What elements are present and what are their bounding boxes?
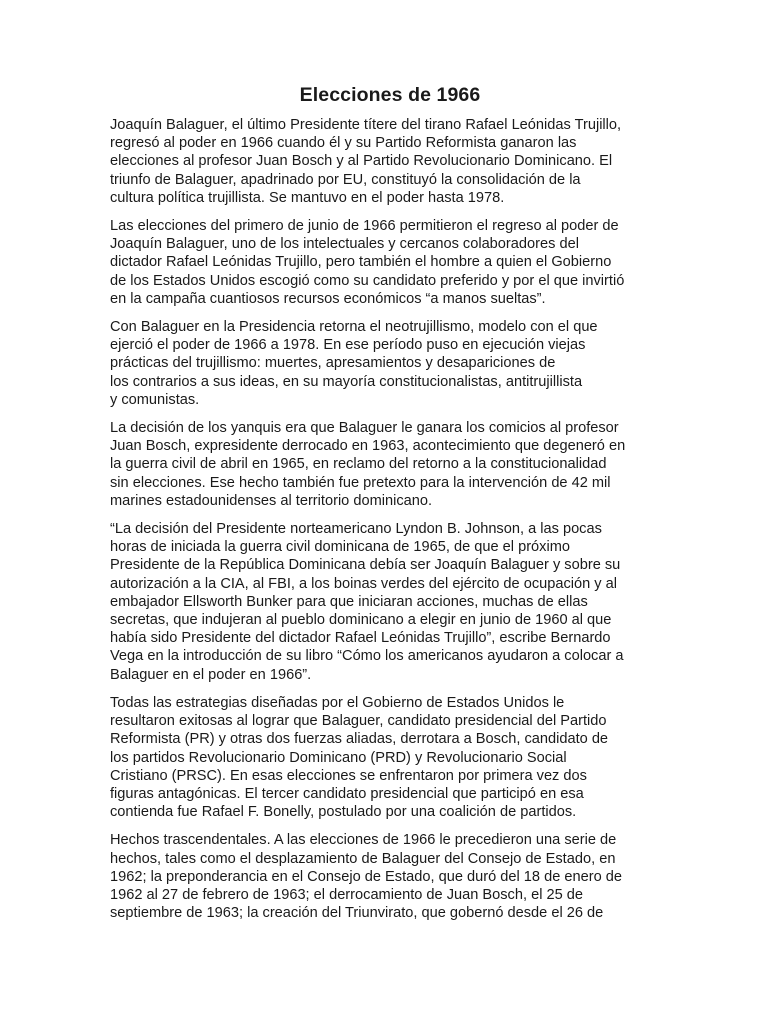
paragraph-5: “La decisión del Presidente norteamericano Lyndon B. Johnson, a las pocas horas de iniciada la guerra civil dominicana de 1965, de que el próximo Presidente de la República Dominicana debía ser Joaquín Balaguer y sobre su autorización a la CIA, al FBI, a los boinas verdes del ejército de ocupación y al embajador Ellsworth Bunker para que iniciaran acciones, muchas de ellas secretas, que indujeran al pueblo dominicano a elegir en junio de 1960 al que había sido Presidente del dictador Rafael Leónidas Trujillo”, escribe Bernardo Vega en la introducción de su libro “Cómo los americanos ayudaron a colocar a Balaguer en el poder en 1966”. [110, 521, 624, 683]
paragraph-7: Hechos trascendentales. A las elecciones de 1966 le precedieron una serie de hechos, tales como el desplazamiento de Balaguer del Consejo de Estado, en 1962; la preponderancia en el Consejo de Estado, que duró del 18 de enero de 1962 al 27 de febrero de 1963; el derrocamiento de Juan Bosch, el 25 de septiembre de 1963; la creación del Triunvirato, que gobernó desde el 26 de [110, 832, 622, 922]
paragraph-1: Joaquín Balaguer, el último Presidente títere del tirano Rafael Leónidas Trujillo, regresó al poder en 1966 cuando él y su Partido Reformista ganaron las elecciones al profesor Juan Bosch y al Partido Revolucionario Dominicano. El triunfo de Balaguer, apadrinado por EU, constituyó la consolidación de la cultura política trujillista. Se mantuvo en el poder hasta 1978. [110, 117, 622, 206]
paragraph-4: La decisión de los yanquis era que Balaguer le ganara los comicios al profesor Juan Bosch, expresidente derrocado en 1963, acontecimiento que degeneró en la guerra civil de abril en 1965, en reclamo del retorno a la constitucionalidad sin elecciones. Ese hecho también fue pretexto para la intervención de 42 mil marines estadounidenses al territorio dominicano. [110, 420, 626, 509]
paragraph-2: Las elecciones del primero de junio de 1966 permitieron el regreso al poder de Joaquín Balaguer, uno de los intelectuales y cercanos colaboradores del dictador Rafael Leónidas Trujillo, pero también el hombre a quien el Gobierno de los Estados Unidos escogió como su candidato preferido y por el que invirtió en la campaña cuantiosos recursos económicos “a manos sueltas”. [110, 218, 625, 307]
paragraph-3: Con Balaguer en la Presidencia retorna el neotrujillismo, modelo con el que ejerció el poder de 1966 a 1978. En ese período puso en ejecución viejas prácticas del trujillismo: muertes, apresamientos y desapariciones de los contrarios a sus ideas, en su mayoría constitucionalistas, antitrujillista y comunistas. [110, 319, 598, 408]
paragraph-6: Todas las estrategias diseñadas por el Gobierno de Estados Unidos le resultaron exitosas al lograr que Balaguer, candidato presidencial del Partido Reformista (PR) y otras dos fuerzas aliadas, derrotara a Bosch, candidato de los partidos Revolucionario Dominicano (PRD) y Revolucionario Social Cristiano (PRSC). En esas elecciones se enfrentaron por primera vez dos figuras antagónicas. El tercer candidato presidencial que participó en esa contienda fue Rafael F. Bonelly, postulado por una coalición de partidos. [110, 694, 609, 821]
document-title: Elecciones de 1966 [299, 84, 481, 106]
document-page [110, 82, 670, 932]
